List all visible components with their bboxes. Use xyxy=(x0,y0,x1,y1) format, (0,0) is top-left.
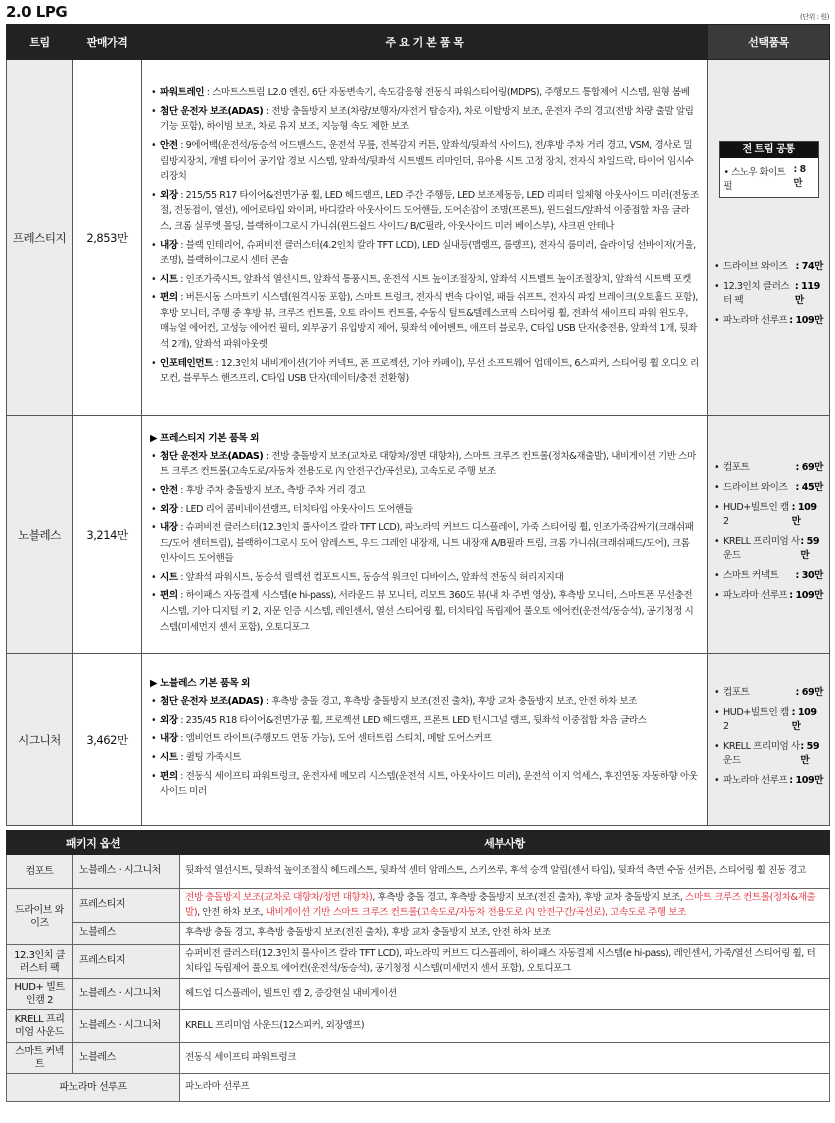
feature-text: : 앰비언트 라이트(주행모드 연동 가능), 도어 센터트림 스티치, 메탈 도어스커프 xyxy=(177,733,492,745)
feature-text: : LED 리어 콤비네이션램프, 터치타입 아웃사이드 도어핸들 xyxy=(177,503,413,515)
feature-text: : 전방 충돌방지 보조(교차로 대향차/정면 대향차), 스마트 크루즈 컨트롤(정차&재출발), 내비게이션 기반 스마트 크루즈 컨트롤(고속도로/자동차 전용도로 內 안전구간/곡선로), 고속도로 주행 보조 xyxy=(160,450,696,478)
package-trim: 노블레스 xyxy=(73,1043,180,1074)
option-item xyxy=(714,260,823,274)
detail-part: 전방 충돌방지 보조(교차로 대향차/정면 대향차) xyxy=(185,892,373,903)
feature-list xyxy=(142,654,708,826)
feature-item xyxy=(150,138,699,185)
feature-text: : 하이패스 자동결제 시스템(e hi-pass), 서라운드 뷰 모니터, 리모트 360도 뷰(내 차 주변 영상), 후측방 모니터, 스마트폰 무선충전 시스템, 기아 디지털 키 2, 지문 인증 시스템, 레인센서, 열선 스티어링 휠, 터치타입 독립제어 풀오토 에어컨(운전석/동승석), 공기청정 시스템(미세먼지 센서 포함), 오토디포그 xyxy=(160,590,694,633)
option-item xyxy=(714,569,823,583)
page-title: 2.0 LPG xyxy=(6,3,68,21)
feature-item xyxy=(150,290,699,352)
feature-text: : 9에어백(운전석/동승석 어드밴스드, 운전석 무릎, 전복감지 커튼, 앞좌석/뒷좌석 사이드), 전/후방 주차 거리 경고, VSM, 경사로 밀림방지장치, 개별 타이어 공기압 경보 시스템, 앞좌석/뒷좌석 시트벨트 리마인더, 유아용 시트 고정 장치, 전자식 차일드락, 타이어 임시수리장치 xyxy=(160,139,694,183)
package-detail: 슈퍼비전 클러스터(12.3인치 풀사이즈 칼라 TFT LCD), 파노라믹 커브드 디스플레이, 하이패스 자동결제 시스템(e hi-pass), 레인센서, 가죽/열선 스티어링 휠, 터치타입 독립제어 풀오토 에어컨(운전석/동승석), 공기청정 시스템(미세먼지 센서 포함), 오토디포그 xyxy=(180,945,830,979)
option-price: : 45만 xyxy=(795,481,823,493)
feature-text: : 앞좌석 파워시트, 동승석 릴렉션 컴포트시트, 동승석 워크인 디바이스, 앞좌석 전동식 허리지지대 xyxy=(177,571,564,583)
feature-item xyxy=(150,769,699,800)
header-features: 주 요 기 본 품 목 xyxy=(142,25,708,60)
option-row xyxy=(723,686,823,700)
package-trim: 노블레스 · 시그니처 xyxy=(73,1010,180,1043)
option-list xyxy=(708,60,830,416)
trim-table xyxy=(6,24,830,826)
option-row xyxy=(723,260,823,274)
feature-text: : 슈퍼비전 클러스터(12.3인치 풀사이즈 칼라 TFT LCD), 파노라믹 커브드 디스플레이, 가죽 스티어링 휠, 인조가죽감싸기(크래쉬패드/도어 센터트림), 블랙하이그로시 도어 암레스트, 우드 그레인 내장재, 니트 내장재 A/B필라 트림, 크롬 가니쉬(크래쉬패드/도어), 크롬 인사이드 도어핸들 xyxy=(160,522,694,565)
option-row xyxy=(723,706,823,734)
feature-item xyxy=(150,731,699,747)
package-detail: 전동식 세이프티 파워트렁크 xyxy=(180,1043,830,1074)
feature-items xyxy=(150,449,699,636)
option-item xyxy=(714,461,823,475)
feature-text: : 12.3인치 내비게이션(기아 커넥트, 폰 프로젝션, 기아 카페이), 무선 소프트웨어 업데이트, 6스피커, 스티어링 휠 오디오 리모컨, 블루투스 핸즈프리, C타입 USB 단자(데이터/충전 전환형) xyxy=(160,357,699,385)
option-row xyxy=(723,501,823,529)
feature-intro: ▶ 노블레스 기본 품목 외 xyxy=(150,678,251,690)
feature-label: 안전 xyxy=(160,484,178,496)
feature-text: : 인조가죽시트, 앞좌석 열선시트, 앞좌석 통풍시트, 운전석 시트 높이조절장치, 앞좌석 시트벨트 높이조절장치, 앞좌석 시트백 포켓 xyxy=(177,273,691,285)
option-name: • 드라이브 와이즈 xyxy=(723,481,788,493)
option-row xyxy=(723,740,823,768)
feature-label: 시트 xyxy=(160,571,178,583)
feature-item xyxy=(150,356,699,387)
option-name: • HUD+빌트인 캠 2 xyxy=(723,501,789,527)
option-item xyxy=(714,706,823,734)
detail-part: 내비게이션 기반 스마트 크루즈 컨트롤(고속도로/자동차 전용도로 內 안전구간/곡선로), 고속도로 주행 보조 xyxy=(265,906,686,918)
feature-item xyxy=(150,483,699,499)
feature-intro: ▶ 프레스티지 기본 품목 외 xyxy=(150,432,260,444)
option-name: • 컴포트 xyxy=(723,686,750,698)
common-option-name: 스노우 화이트 펄 xyxy=(723,167,786,192)
feature-label: 인포테인먼트 xyxy=(160,357,213,369)
option-items xyxy=(714,461,823,603)
feature-item xyxy=(150,694,699,710)
option-price: : 59만 xyxy=(800,740,820,766)
package-detail: 뒷좌석 열선시트, 뒷좌석 높이조절식 헤드레스트, 뒷좌석 센터 암레스트, 스키쓰루, 후석 승객 알림(센서 타입), 뒷좌석 측면 수동 선커튼, 스티어링 휠 진동 경고 xyxy=(180,855,830,889)
option-name: • 파노라마 선루프 xyxy=(723,315,788,326)
option-item xyxy=(714,774,823,788)
detail-part: 스마트 크루즈 컨트롤(정차&재출발) xyxy=(185,892,816,918)
package-table xyxy=(6,830,830,1102)
feature-item xyxy=(150,238,699,269)
trim-price: 3,214만 xyxy=(73,416,142,654)
feature-text: : 후방 주차 충돌방지 보조, 측방 주차 거리 경고 xyxy=(177,484,366,496)
feature-label: 첨단 운전자 보조(ADAS) xyxy=(160,105,264,117)
package-trim: 노블레스 xyxy=(73,923,180,945)
detail-part: , 후측방 충돌 경고, 후측방 충돌방지 보조(전진 출차), 후방 교차 충돌방지 보조, xyxy=(372,892,686,903)
feature-item xyxy=(150,85,699,101)
feature-text: : 후측방 충돌 경고, 후측방 충돌방지 보조(전진 출차), 후방 교차 충돌방지 보조, 안전 하차 보조 xyxy=(263,696,637,708)
option-items xyxy=(714,686,823,788)
trim-row xyxy=(7,654,830,826)
option-list xyxy=(708,654,830,826)
option-name: • KRELL 프리미엄 사운드 xyxy=(723,535,800,561)
feature-item xyxy=(150,588,699,635)
feature-item xyxy=(150,188,699,235)
option-price: : 69만 xyxy=(795,461,823,473)
feature-text: : 215/55 R17 타이어&전면가공 휠, LED 헤드램프, LED 주간 주행등, LED 보조제동등, LED 리피터 일체형 아웃사이드 미러(전동조절, 전동접이, 열선), 에어로타입 와이퍼, 바디칼라 아웃사이드 도어핸들, 도어손잡이 조명(프론트), 윈드쉴드/앞좌석 이중접합 차음 글라스, 크롬 실루엣 몰딩, 블랙하이그로시 가니쉬(윈드쉴드 사이드/ B/C필라, 아웃사이드 미러 베이스부), 샤크핀 안테나 xyxy=(160,189,699,232)
feature-label: 첨단 운전자 보조(ADAS) xyxy=(160,696,264,708)
feature-item xyxy=(150,570,699,586)
option-row xyxy=(723,774,823,788)
trim-price: 3,462만 xyxy=(73,654,142,826)
feature-item xyxy=(150,272,699,288)
option-price: : 119만 xyxy=(794,281,820,306)
package-name: KRELL 프리미엄 사운드 xyxy=(7,1010,73,1043)
option-item xyxy=(714,280,823,308)
feature-item xyxy=(150,520,699,567)
feature-label: 첨단 운전자 보조(ADAS) xyxy=(160,450,264,462)
package-detail: 헤드업 디스플레이, 빌트인 캠 2, 증강현실 내비게이션 xyxy=(180,979,830,1010)
feature-item xyxy=(150,750,699,766)
option-item xyxy=(714,501,823,529)
package-detail: 후측방 충돌 경고, 후측방 충돌방지 보조(전진 출차), 후방 교차 충돌방지 보조, 안전 하차 보조 xyxy=(180,923,830,945)
feature-text: : 전방 충돌방지 보조(차량/보행자/자전거 탑승자), 차로 이탈방지 보조, 운전자 주의 경고(전방 차량 출발 알림 기능 포함), 하이빔 보조, 차로 유지 보조, 지능형 속도 제한 보조 xyxy=(160,105,694,133)
feature-items xyxy=(150,694,699,800)
feature-label: 편의 xyxy=(160,292,178,304)
option-name: • 파노라마 선루프 xyxy=(723,774,788,786)
package-detail: KRELL 프리미엄 사운드(12스피커, 외장앰프) xyxy=(180,1010,830,1043)
header-package-option: 패키지 옵션 xyxy=(7,831,180,855)
feature-label: 편의 xyxy=(160,590,178,602)
option-price: : 109만 xyxy=(791,706,817,732)
common-option-box xyxy=(719,141,819,198)
option-list xyxy=(708,416,830,654)
package-row xyxy=(7,889,830,923)
header-price: 판매가격 xyxy=(73,25,142,60)
option-item xyxy=(714,314,823,328)
feature-items xyxy=(150,85,699,387)
option-row xyxy=(723,481,823,495)
package-row xyxy=(7,1074,830,1102)
option-item xyxy=(714,686,823,700)
package-row xyxy=(7,945,830,979)
option-price: : 59만 xyxy=(800,535,820,561)
package-detail: 파노라마 선루프 xyxy=(180,1074,830,1102)
feature-text: : 버튼시동 스마트키 시스템(원격시동 포함), 스마트 트렁크, 전자식 변속 다이얼, 패들 쉬프트, 전자식 파킹 브레이크(오토홀드 포함), 후방 모니터, 주행 중 후방 뷰, 크루즈 컨트롤, 오토 라이트 컨트롤, 수동식 틸트&텔레스코픽 스티어링 휠, 전좌석 세이프티 파워 윈도우, 매뉴얼 에어컨, 고성능 에어컨 필터, 외부공기 유입방지 제어, 뒷좌석 에어벤트, 애프터 블로우, C타입 USB 단자(충전용, 앞좌석 1개, 뒷좌석 2개), 앞좌석 파워아웃렛 xyxy=(160,292,698,351)
feature-label: 안전 xyxy=(160,139,178,151)
feature-item xyxy=(150,449,699,480)
feature-item xyxy=(150,502,699,518)
option-row xyxy=(723,280,823,308)
option-price: : 109만 xyxy=(791,501,817,527)
option-name: • 12.3인치 클러스터 팩 xyxy=(723,281,790,306)
option-row xyxy=(723,589,823,603)
feature-label: 시트 xyxy=(160,273,178,285)
common-option-price: : 8만 xyxy=(793,164,806,189)
option-name: • HUD+빌트인 캠 2 xyxy=(723,706,789,732)
option-price: : 109만 xyxy=(789,589,823,601)
feature-label: 외장 xyxy=(160,503,178,515)
trim-name: 노블레스 xyxy=(7,416,73,654)
package-name: 파노라마 선루프 xyxy=(7,1074,180,1102)
option-row xyxy=(723,569,823,583)
bullet: • xyxy=(723,167,732,178)
feature-text: : 블랙 인테리어, 슈퍼비전 클러스터(4.2인치 칼라 TFT LCD), LED 실내등(맵램프, 룸램프), 전자식 룸미러, 슬라이딩 선바이저(거울, 조명), 블랙하이그로시 센터 콘솔 xyxy=(160,239,696,267)
detail-part: , 안전 하차 보조, xyxy=(197,906,266,918)
common-option-header: 전 트림 공통 xyxy=(720,142,818,158)
feature-label: 파워트레인 xyxy=(160,87,205,99)
trim-name: 프레스티지 xyxy=(7,60,73,416)
package-name: 컴포트 xyxy=(7,855,73,889)
feature-item xyxy=(150,104,699,135)
feature-text: : 235/45 R18 타이어&전면가공 휠, 프로젝션 LED 헤드램프, 프론트 LED 턴시그널 램프, 뒷좌석 이중접합 차음 글라스 xyxy=(177,714,647,726)
package-trim: 노블레스 · 시그니처 xyxy=(73,855,180,889)
package-row xyxy=(7,1043,830,1074)
feature-label: 내장 xyxy=(160,522,178,534)
option-row xyxy=(723,535,823,563)
feature-label: 내장 xyxy=(160,239,178,251)
header-trim: 트림 xyxy=(7,25,73,60)
feature-text: : 전동식 세이프티 파워트렁크, 운전자세 메모리 시스템(운전석 시트, 아웃사이드 미러), 운전석 이지 억세스, 후진연동 자동하향 아웃사이드 미러 xyxy=(160,770,698,798)
trim-row xyxy=(7,416,830,654)
option-name: • KRELL 프리미엄 사운드 xyxy=(723,740,800,766)
feature-label: 외장 xyxy=(160,714,178,726)
option-item xyxy=(714,589,823,603)
package-name: 드라이브 와이즈 xyxy=(7,889,73,945)
package-trim: 프레스티지 xyxy=(73,945,180,979)
option-item xyxy=(714,740,823,768)
package-trim: 프레스티지 xyxy=(73,889,180,923)
option-row xyxy=(723,461,823,475)
option-name: • 컴포트 xyxy=(723,461,750,473)
package-name: HUD+ 빌트인캠 2 xyxy=(7,979,73,1010)
trim-price: 2,853만 xyxy=(73,60,142,416)
package-row xyxy=(7,855,830,889)
package-row xyxy=(7,923,830,945)
feature-label: 편의 xyxy=(160,770,178,782)
feature-label: 내장 xyxy=(160,733,178,745)
feature-item xyxy=(150,713,699,729)
package-row xyxy=(7,979,830,1010)
feature-label: 시트 xyxy=(160,752,178,763)
option-row xyxy=(723,314,823,328)
header-package-detail: 세부사항 xyxy=(180,831,830,855)
option-items xyxy=(714,260,823,328)
package-trim: 노블레스 · 시그니처 xyxy=(73,979,180,1010)
header-options: 선택품목 xyxy=(708,25,830,60)
package-row xyxy=(7,1010,830,1043)
option-name: • 스마트 커넥트 xyxy=(723,569,779,581)
option-item xyxy=(714,535,823,563)
feature-list xyxy=(142,60,708,416)
package-name: 12.3인치 클러스터 팩 xyxy=(7,945,73,979)
common-option-body xyxy=(720,158,818,197)
option-price: : 109만 xyxy=(789,315,823,326)
option-price: : 30만 xyxy=(795,569,823,581)
trim-row xyxy=(7,60,830,416)
unit-note: (단위 : 원) xyxy=(800,13,829,21)
package-detail xyxy=(180,889,830,923)
option-name: • 파노라마 선루프 xyxy=(723,589,788,601)
feature-list xyxy=(142,416,708,654)
option-item xyxy=(714,481,823,495)
option-price: : 109만 xyxy=(789,774,823,786)
feature-label: 외장 xyxy=(160,189,178,201)
option-price: : 69만 xyxy=(795,686,823,698)
common-option-left xyxy=(724,164,794,192)
feature-text: : 퀼팅 가죽시트 xyxy=(177,752,242,763)
option-name: • 드라이브 와이즈 xyxy=(723,261,788,272)
option-price: : 74만 xyxy=(795,261,823,272)
feature-text: : 스마트스트림 L2.0 엔진, 6단 자동변속기, 속도감응형 전동식 파워스티어링(MDPS), 주행모드 통합제어 시스템, 원형 봄베 xyxy=(204,87,690,99)
package-name: 스마트 커넥트 xyxy=(7,1043,73,1074)
trim-name: 시그니처 xyxy=(7,654,73,826)
